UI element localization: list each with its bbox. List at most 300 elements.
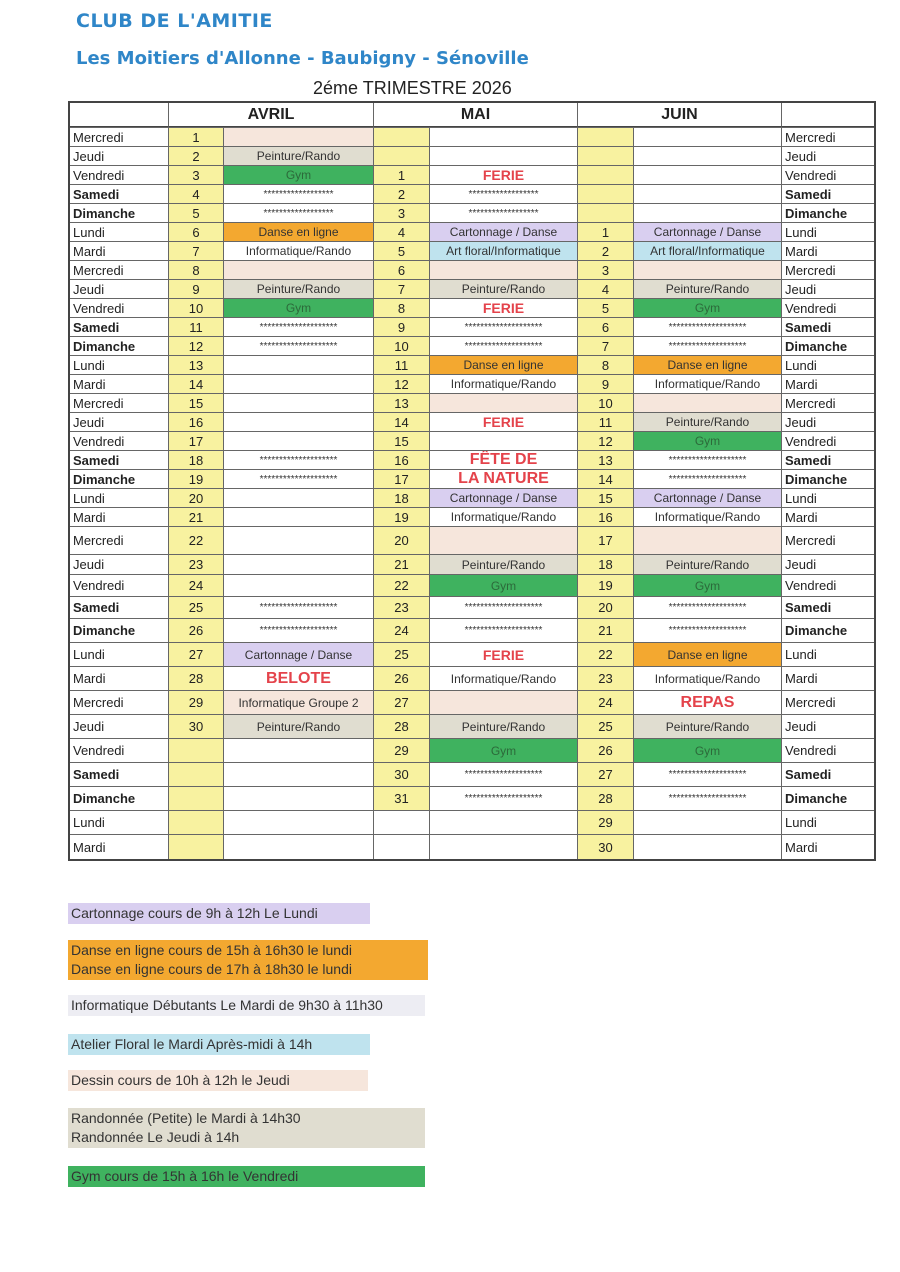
day-label: Samedi xyxy=(70,451,169,469)
mai-day-number xyxy=(374,835,430,859)
juin-day-number: 26 xyxy=(578,739,634,762)
day-label: Lundi xyxy=(70,356,169,374)
day-label: Lundi xyxy=(70,489,169,507)
day-label-right: Mardi xyxy=(785,243,818,259)
day-label: Dimanche xyxy=(70,619,169,642)
calendar-row xyxy=(70,242,874,261)
mai-day-number: 3 xyxy=(374,204,430,222)
avril-day-number: 5 xyxy=(169,204,224,222)
juin-activity: Gym xyxy=(634,575,782,596)
avril-day-number: 29 xyxy=(169,691,224,714)
juin-day-number: 18 xyxy=(578,555,634,574)
calendar-row xyxy=(70,261,874,280)
day-label-right: Mercredi xyxy=(785,395,836,411)
calendar-row xyxy=(70,375,874,394)
mai-day-number: 23 xyxy=(374,597,430,618)
day-label: Jeudi xyxy=(70,147,169,165)
legend-text: Danse en ligne cours de 17h à 18h30 le lundi xyxy=(71,961,352,977)
avril-activity: ******************** xyxy=(224,318,374,336)
mai-activity xyxy=(430,147,578,165)
calendar-row xyxy=(70,337,874,356)
mai-day-number: 13 xyxy=(374,394,430,412)
juin-day-number: 27 xyxy=(578,763,634,786)
day-label: Samedi xyxy=(70,597,169,618)
mai-activity: ******************** xyxy=(430,337,578,355)
avril-day-number xyxy=(169,811,224,834)
mai-activity: Informatique/Rando xyxy=(430,508,578,526)
avril-day-number: 21 xyxy=(169,508,224,526)
calendar-row xyxy=(70,575,874,597)
avril-day-number: 7 xyxy=(169,242,224,260)
mai-day-number: 26 xyxy=(374,667,430,690)
calendar-row xyxy=(70,299,874,318)
mai-day-number: 29 xyxy=(374,739,430,762)
day-label: Mercredi xyxy=(70,527,169,554)
month-mai: MAI xyxy=(374,103,578,127)
day-label-right: Samedi xyxy=(785,452,832,468)
mai-activity: ******************** xyxy=(430,763,578,786)
juin-day-number: 6 xyxy=(578,318,634,336)
trimestre-heading: 2éme TRIMESTRE 2026 xyxy=(313,78,512,98)
juin-day-number: 3 xyxy=(578,261,634,279)
day-label-right: Lundi xyxy=(785,815,817,830)
avril-day-number: 17 xyxy=(169,432,224,450)
day-label: Vendredi xyxy=(70,166,169,184)
day-label-right: Dimanche xyxy=(785,471,848,487)
avril-day-number: 25 xyxy=(169,597,224,618)
club-title: CLUB DE L'AMITIE xyxy=(76,10,273,32)
legend-item xyxy=(68,1166,425,1187)
juin-activity: Danse en ligne xyxy=(634,643,782,666)
avril-activity xyxy=(224,527,374,554)
mai-activity: Cartonnage / Danse xyxy=(430,489,578,507)
mai-activity: Peinture/Rando xyxy=(430,555,578,574)
mai-activity xyxy=(430,432,578,450)
day-label: Lundi xyxy=(70,811,169,834)
mai-activity: ******************** xyxy=(430,619,578,642)
avril-day-number: 20 xyxy=(169,489,224,507)
day-label-right: Lundi xyxy=(785,647,817,662)
day-label: Jeudi xyxy=(70,555,169,574)
juin-activity: REPAS xyxy=(634,691,782,714)
mai-day-number: 21 xyxy=(374,555,430,574)
day-label-right: Mardi xyxy=(785,376,818,392)
juin-day-number xyxy=(578,185,634,203)
juin-activity xyxy=(634,394,782,412)
mai-activity: ****************** xyxy=(430,185,578,203)
avril-day-number: 27 xyxy=(169,643,224,666)
juin-day-number: 30 xyxy=(578,835,634,859)
day-label: Vendredi xyxy=(70,299,169,317)
avril-activity: Informatique/Rando xyxy=(224,242,374,260)
day-label: Samedi xyxy=(70,763,169,786)
avril-day-number: 10 xyxy=(169,299,224,317)
day-label-right: Samedi xyxy=(785,600,832,615)
mai-day-number: 7 xyxy=(374,280,430,298)
mai-day-number: 20 xyxy=(374,527,430,554)
avril-activity: Peinture/Rando xyxy=(224,147,374,165)
day-label-right: Lundi xyxy=(785,490,817,506)
avril-day-number: 11 xyxy=(169,318,224,336)
calendar-row xyxy=(70,394,874,413)
mai-activity: LA NATURE xyxy=(430,470,578,488)
juin-day-number: 29 xyxy=(578,811,634,834)
legend-text: Danse en ligne cours de 15h à 16h30 le lundi xyxy=(71,942,352,958)
juin-activity: ******************** xyxy=(634,763,782,786)
avril-activity xyxy=(224,432,374,450)
avril-activity xyxy=(224,128,374,146)
calendar-row xyxy=(70,597,874,619)
juin-day-number: 16 xyxy=(578,508,634,526)
legend-text: Cartonnage cours de 9h à 12h Le Lundi xyxy=(71,905,318,921)
mai-activity: ******************** xyxy=(430,787,578,810)
juin-day-number: 9 xyxy=(578,375,634,393)
mai-activity: FERIE xyxy=(430,166,578,184)
juin-day-number: 14 xyxy=(578,470,634,488)
legend-item xyxy=(68,995,425,1016)
calendar-row xyxy=(70,527,874,555)
mai-day-number: 14 xyxy=(374,413,430,431)
day-label-right: Mercredi xyxy=(785,262,836,278)
day-label: Dimanche xyxy=(70,787,169,810)
avril-day-number: 6 xyxy=(169,223,224,241)
day-label: Jeudi xyxy=(70,715,169,738)
day-label-right: Samedi xyxy=(785,319,832,335)
mai-activity: Art floral/Informatique xyxy=(430,242,578,260)
calendar-row xyxy=(70,739,874,763)
avril-activity: ******************** xyxy=(224,619,374,642)
avril-activity: Gym xyxy=(224,299,374,317)
mai-day-number: 16 xyxy=(374,451,430,469)
calendar-row xyxy=(70,223,874,242)
day-label: Vendredi xyxy=(70,739,169,762)
calendar-row xyxy=(70,470,874,489)
day-label: Lundi xyxy=(70,223,169,241)
juin-activity xyxy=(634,527,782,554)
mai-activity: Cartonnage / Danse xyxy=(430,223,578,241)
juin-day-number: 1 xyxy=(578,223,634,241)
day-label: Samedi xyxy=(70,185,169,203)
day-label: Mercredi xyxy=(70,261,169,279)
day-label: Vendredi xyxy=(70,432,169,450)
juin-day-number: 13 xyxy=(578,451,634,469)
avril-day-number: 9 xyxy=(169,280,224,298)
mai-activity xyxy=(430,811,578,834)
juin-day-number: 8 xyxy=(578,356,634,374)
juin-activity: Peinture/Rando xyxy=(634,555,782,574)
legend-item xyxy=(68,1034,370,1055)
avril-day-number: 24 xyxy=(169,575,224,596)
legend-text: Informatique Débutants Le Mardi de 9h30 à 11h30 xyxy=(71,997,383,1013)
juin-activity: Peinture/Rando xyxy=(634,715,782,738)
juin-activity: Gym xyxy=(634,739,782,762)
avril-activity xyxy=(224,763,374,786)
avril-activity xyxy=(224,508,374,526)
day-label: Jeudi xyxy=(70,413,169,431)
club-subtitle: Les Moitiers d'Allonne - Baubigny - Sénoville xyxy=(76,48,529,69)
juin-activity: ******************** xyxy=(634,451,782,469)
mai-activity: ****************** xyxy=(430,204,578,222)
calendar-table xyxy=(68,101,876,861)
month-avril: AVRIL xyxy=(169,103,374,127)
juin-activity: Peinture/Rando xyxy=(634,280,782,298)
mai-activity: ******************** xyxy=(430,318,578,336)
mai-activity: Danse en ligne xyxy=(430,356,578,374)
day-label: Dimanche xyxy=(70,204,169,222)
calendar-row xyxy=(70,451,874,470)
juin-day-number: 7 xyxy=(578,337,634,355)
avril-activity: Cartonnage / Danse xyxy=(224,643,374,666)
juin-day-number: 10 xyxy=(578,394,634,412)
calendar-row xyxy=(70,356,874,375)
day-label-right: Dimanche xyxy=(785,623,848,638)
day-label-right: Jeudi xyxy=(785,148,817,164)
juin-activity: ******************** xyxy=(634,787,782,810)
day-label-right: Jeudi xyxy=(785,719,817,734)
mai-activity: ******************** xyxy=(430,597,578,618)
avril-activity: ****************** xyxy=(224,185,374,203)
day-label-right: Jeudi xyxy=(785,557,817,572)
day-label-right: Dimanche xyxy=(785,338,848,354)
header-rday-blank xyxy=(782,103,874,127)
legend-item xyxy=(68,1108,425,1148)
mai-activity xyxy=(430,835,578,859)
legend-text: Randonnée (Petite) le Mardi à 14h30 xyxy=(71,1110,301,1126)
legend-item xyxy=(68,940,428,980)
juin-activity: ******************** xyxy=(634,597,782,618)
day-label-right: Vendredi xyxy=(785,743,837,758)
juin-activity: ******************** xyxy=(634,318,782,336)
avril-activity: ******************** xyxy=(224,451,374,469)
avril-day-number: 14 xyxy=(169,375,224,393)
mai-day-number: 2 xyxy=(374,185,430,203)
avril-day-number xyxy=(169,763,224,786)
mai-day-number: 18 xyxy=(374,489,430,507)
day-label-right: Mercredi xyxy=(785,695,836,710)
avril-activity: Informatique Groupe 2 xyxy=(224,691,374,714)
avril-day-number: 15 xyxy=(169,394,224,412)
calendar-row xyxy=(70,508,874,527)
avril-activity xyxy=(224,489,374,507)
mai-day-number: 31 xyxy=(374,787,430,810)
calendar-row xyxy=(70,413,874,432)
juin-day-number: 15 xyxy=(578,489,634,507)
day-label: Mardi xyxy=(70,508,169,526)
avril-activity xyxy=(224,835,374,859)
avril-day-number: 2 xyxy=(169,147,224,165)
avril-activity: Peinture/Rando xyxy=(224,280,374,298)
calendar-row xyxy=(70,787,874,811)
mai-day-number: 22 xyxy=(374,575,430,596)
avril-day-number: 12 xyxy=(169,337,224,355)
avril-activity: Gym xyxy=(224,166,374,184)
mai-day-number: 27 xyxy=(374,691,430,714)
calendar-row xyxy=(70,185,874,204)
avril-day-number: 23 xyxy=(169,555,224,574)
calendar-row xyxy=(70,811,874,835)
juin-day-number: 12 xyxy=(578,432,634,450)
mai-day-number: 17 xyxy=(374,470,430,488)
avril-day-number: 3 xyxy=(169,166,224,184)
avril-day-number: 4 xyxy=(169,185,224,203)
juin-activity: Cartonnage / Danse xyxy=(634,489,782,507)
day-label-right: Jeudi xyxy=(785,281,817,297)
mai-day-number: 25 xyxy=(374,643,430,666)
day-label: Dimanche xyxy=(70,470,169,488)
month-header-row xyxy=(70,103,874,128)
calendar-row xyxy=(70,318,874,337)
juin-day-number xyxy=(578,166,634,184)
juin-day-number xyxy=(578,128,634,146)
avril-activity xyxy=(224,787,374,810)
day-label-right: Dimanche xyxy=(785,791,848,806)
juin-activity: Danse en ligne xyxy=(634,356,782,374)
juin-activity: ******************** xyxy=(634,619,782,642)
juin-day-number: 24 xyxy=(578,691,634,714)
day-label: Mardi xyxy=(70,242,169,260)
avril-activity xyxy=(224,811,374,834)
juin-day-number: 21 xyxy=(578,619,634,642)
avril-day-number: 13 xyxy=(169,356,224,374)
mai-day-number: 6 xyxy=(374,261,430,279)
juin-day-number: 5 xyxy=(578,299,634,317)
calendar-row xyxy=(70,204,874,223)
day-label-right: Jeudi xyxy=(785,414,817,430)
juin-day-number: 19 xyxy=(578,575,634,596)
avril-activity xyxy=(224,555,374,574)
mai-activity xyxy=(430,128,578,146)
juin-activity: Informatique/Rando xyxy=(634,508,782,526)
juin-activity: Peinture/Rando xyxy=(634,413,782,431)
legend-text: Atelier Floral le Mardi Après-midi à 14h xyxy=(71,1036,313,1052)
mai-day-number: 1 xyxy=(374,166,430,184)
calendar-row xyxy=(70,691,874,715)
juin-day-number: 2 xyxy=(578,242,634,260)
mai-day-number: 15 xyxy=(374,432,430,450)
juin-day-number: 11 xyxy=(578,413,634,431)
day-label-right: Mardi xyxy=(785,509,818,525)
avril-day-number xyxy=(169,835,224,859)
header-day-blank xyxy=(70,103,169,127)
day-label: Lundi xyxy=(70,643,169,666)
juin-activity: Informatique/Rando xyxy=(634,375,782,393)
calendar-row xyxy=(70,715,874,739)
avril-day-number: 22 xyxy=(169,527,224,554)
juin-activity: ******************** xyxy=(634,337,782,355)
calendar-row xyxy=(70,489,874,508)
day-label-right: Mardi xyxy=(785,839,818,855)
avril-day-number xyxy=(169,787,224,810)
avril-activity xyxy=(224,261,374,279)
juin-day-number: 20 xyxy=(578,597,634,618)
mai-day-number: 11 xyxy=(374,356,430,374)
juin-activity: ******************** xyxy=(634,470,782,488)
mai-day-number: 8 xyxy=(374,299,430,317)
avril-activity xyxy=(224,394,374,412)
legend-text: Randonnée Le Jeudi à 14h xyxy=(71,1129,240,1145)
mai-activity: FERIE xyxy=(430,643,578,666)
calendar-row xyxy=(70,166,874,185)
legend-item xyxy=(68,903,370,924)
juin-activity xyxy=(634,185,782,203)
legend-text: Dessin cours de 10h à 12h le Jeudi xyxy=(71,1072,290,1088)
avril-activity: ******************** xyxy=(224,337,374,355)
juin-activity xyxy=(634,128,782,146)
avril-day-number: 1 xyxy=(169,128,224,146)
juin-day-number xyxy=(578,147,634,165)
mai-day-number: 5 xyxy=(374,242,430,260)
juin-activity: Gym xyxy=(634,432,782,450)
mai-day-number xyxy=(374,128,430,146)
juin-day-number xyxy=(578,204,634,222)
avril-activity xyxy=(224,356,374,374)
day-label-right: Samedi xyxy=(785,767,832,782)
day-label: Jeudi xyxy=(70,280,169,298)
juin-day-number: 17 xyxy=(578,527,634,554)
mai-day-number: 28 xyxy=(374,715,430,738)
day-label-right: Lundi xyxy=(785,224,817,240)
month-juin: JUIN xyxy=(578,103,782,127)
mai-activity: Informatique/Rando xyxy=(430,667,578,690)
juin-activity xyxy=(634,261,782,279)
avril-activity xyxy=(224,375,374,393)
day-label-right: Samedi xyxy=(785,186,832,202)
day-label-right: Dimanche xyxy=(785,205,848,221)
day-label: Mardi xyxy=(70,835,169,859)
avril-activity: ****************** xyxy=(224,204,374,222)
avril-activity xyxy=(224,413,374,431)
juin-activity xyxy=(634,811,782,834)
calendar-row xyxy=(70,432,874,451)
day-label-right: Mercredi xyxy=(785,533,836,548)
avril-day-number: 18 xyxy=(169,451,224,469)
mai-activity: FERIE xyxy=(430,413,578,431)
mai-day-number: 24 xyxy=(374,619,430,642)
day-label: Dimanche xyxy=(70,337,169,355)
avril-activity: ******************** xyxy=(224,470,374,488)
avril-day-number: 8 xyxy=(169,261,224,279)
mai-activity xyxy=(430,261,578,279)
juin-activity xyxy=(634,166,782,184)
mai-activity xyxy=(430,691,578,714)
mai-activity: Peinture/Rando xyxy=(430,280,578,298)
avril-activity: Peinture/Rando xyxy=(224,715,374,738)
mai-activity: FÊTE DE xyxy=(430,451,578,469)
mai-day-number: 30 xyxy=(374,763,430,786)
mai-activity xyxy=(430,394,578,412)
day-label: Vendredi xyxy=(70,575,169,596)
avril-activity: ******************** xyxy=(224,597,374,618)
calendar-row xyxy=(70,147,874,166)
day-label: Mardi xyxy=(70,667,169,690)
avril-activity xyxy=(224,575,374,596)
day-label-right: Vendredi xyxy=(785,167,837,183)
calendar-row xyxy=(70,555,874,575)
legend-text: Gym cours de 15h à 16h le Vendredi xyxy=(71,1168,299,1184)
day-label-right: Lundi xyxy=(785,357,817,373)
day-label-right: Mardi xyxy=(785,671,818,686)
calendar-row xyxy=(70,619,874,643)
calendar-row xyxy=(70,280,874,299)
calendar-row xyxy=(70,128,874,147)
juin-day-number: 22 xyxy=(578,643,634,666)
mai-activity: Gym xyxy=(430,739,578,762)
day-label-right: Vendredi xyxy=(785,578,837,593)
calendar-row xyxy=(70,643,874,667)
legend-item xyxy=(68,1070,368,1091)
day-label: Samedi xyxy=(70,318,169,336)
juin-activity: Gym xyxy=(634,299,782,317)
